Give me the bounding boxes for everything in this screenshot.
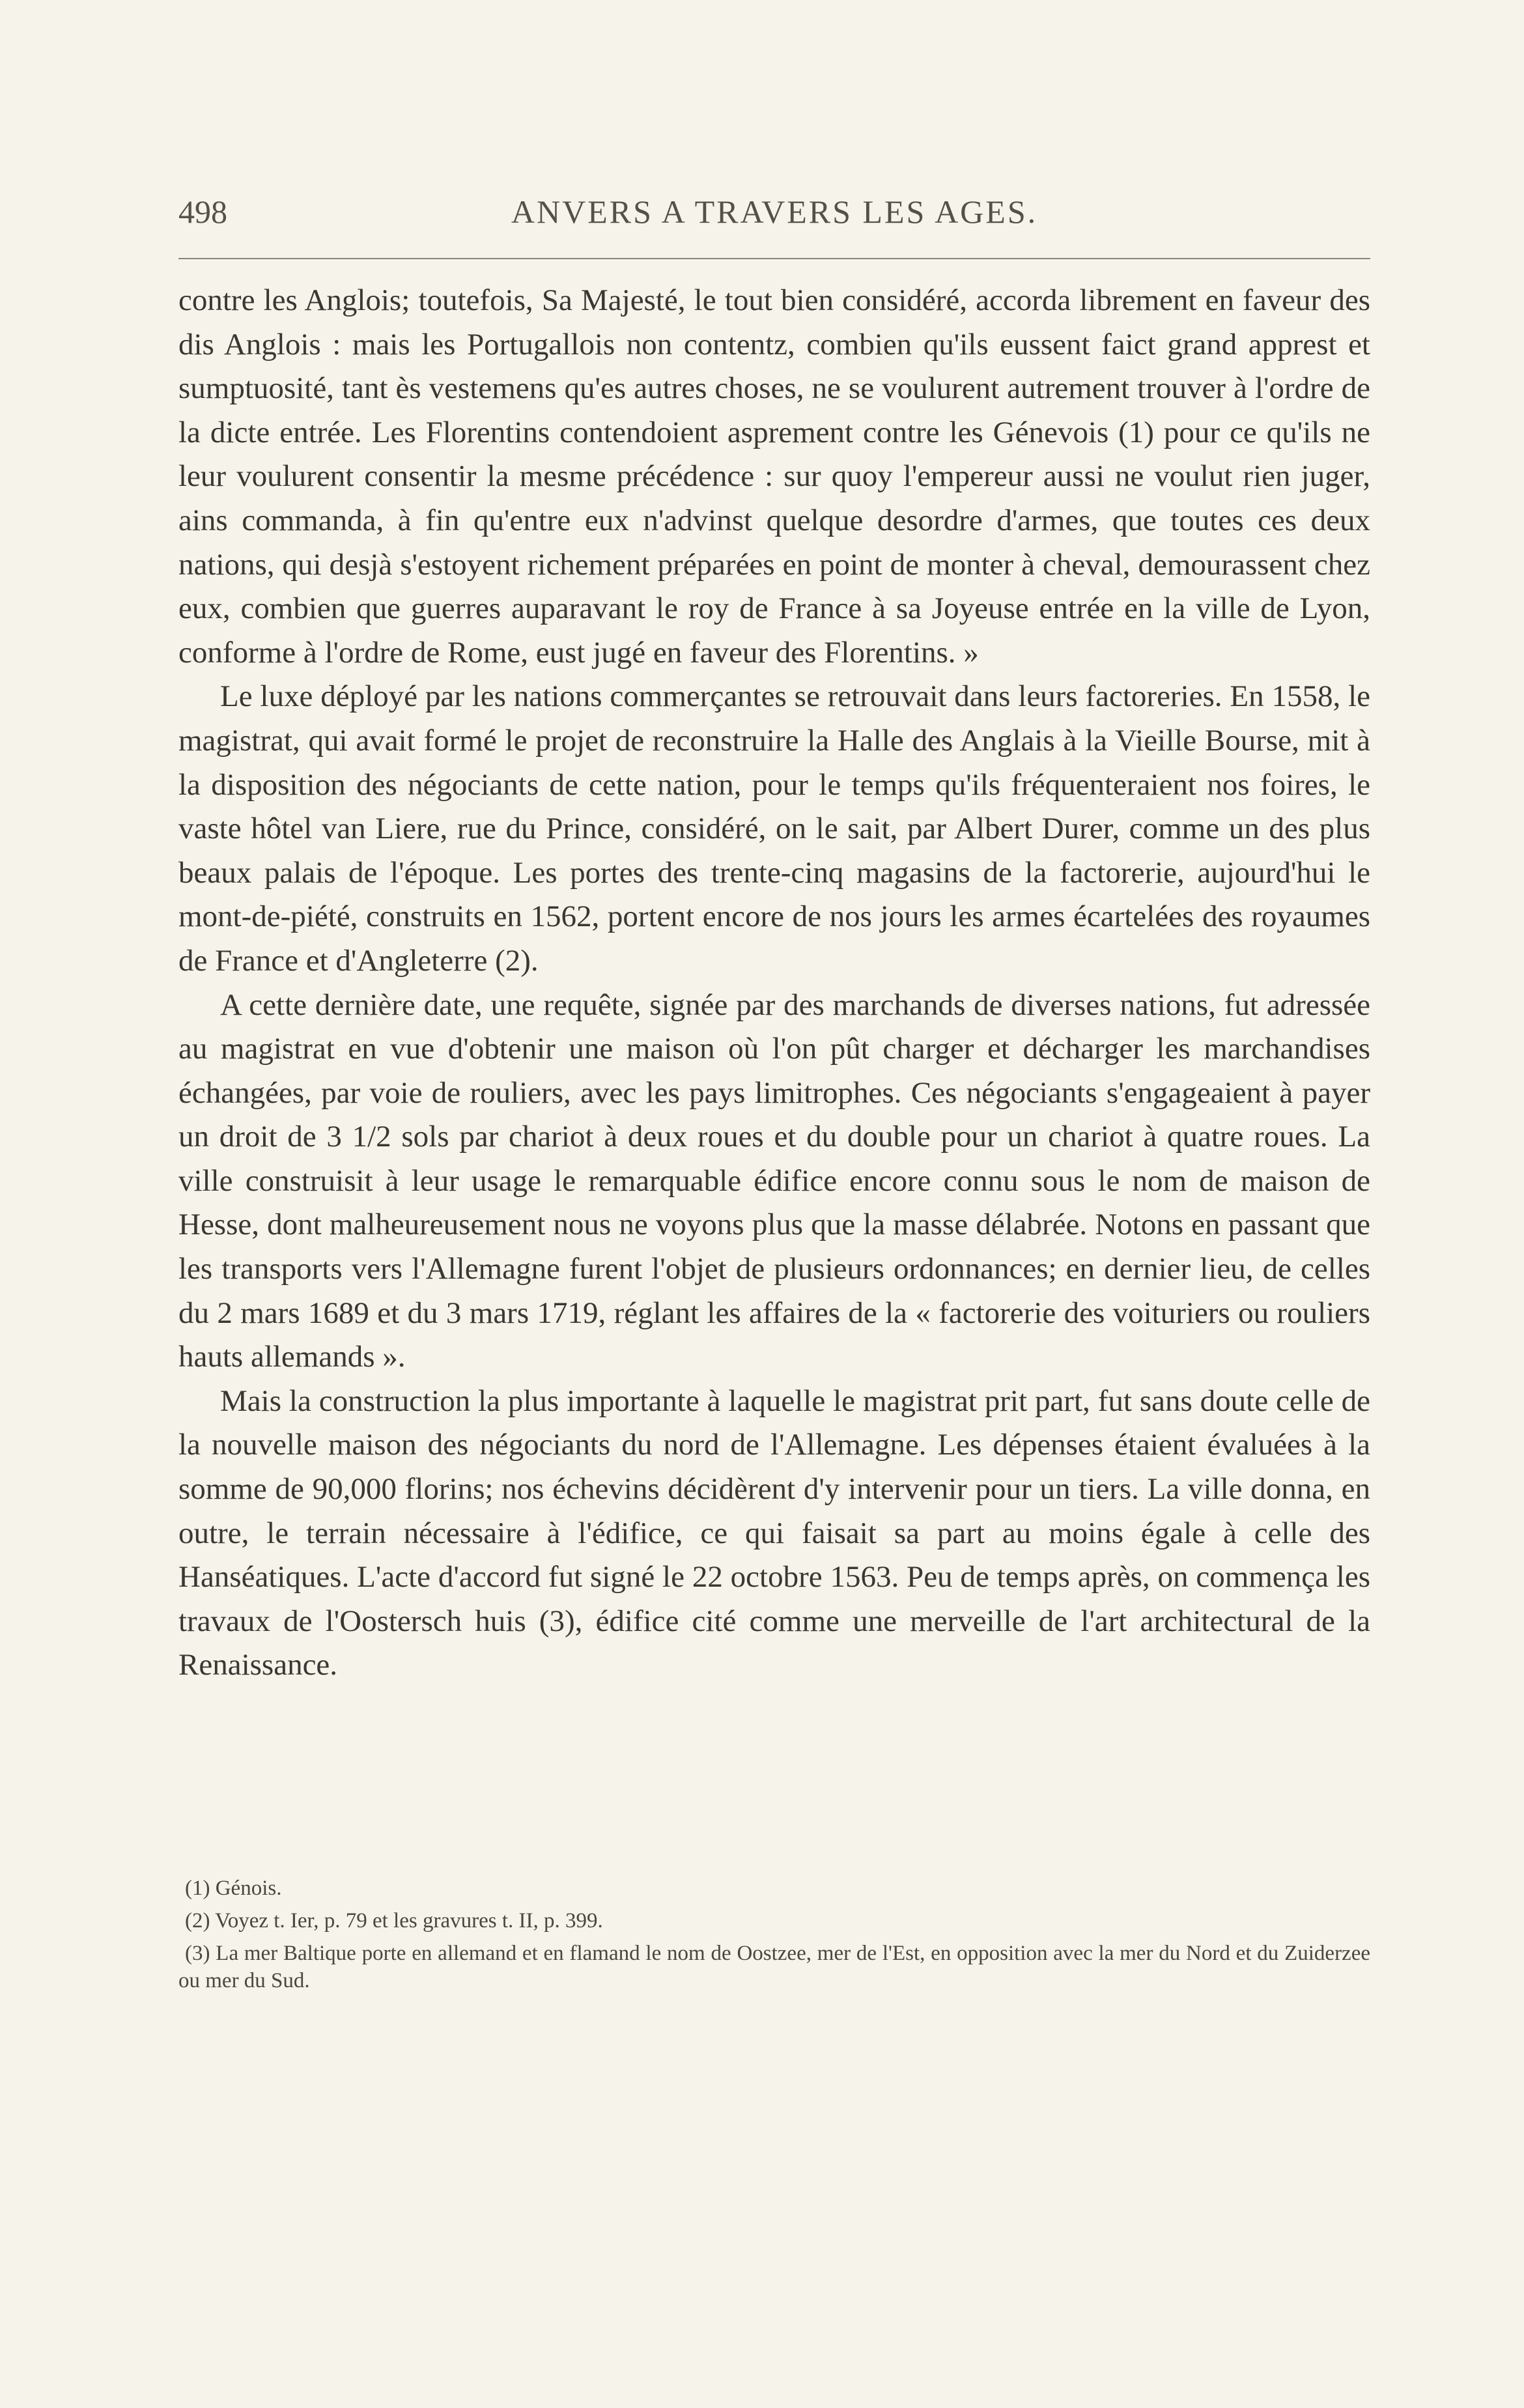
header-rule (178, 258, 1370, 259)
running-title: ANVERS A TRAVERS LES AGES. (511, 193, 1038, 230)
paragraph: Le luxe déployé par les nations commerçantes se retrouvait dans leurs factoreries. En 1558, le magistrat, qui avait formé le projet de reconstruire la Halle des Anglais à la Vieille Bourse, mit à la disposition des négociants de cette nation, pour le temps qu'ils fréquenteraient nos foires, le vaste hôtel van Liere, rue du Prince, considéré, on le sait, par Albert Durer, comme un des plus beaux palais de l'époque. Les portes des trente-cinq magasins de la factorerie, aujourd'hui le mont-de-piété, construits en 1562, portent encore de nos jours les armes écartelées des royaumes de France et d'Angleterre (2). (178, 679, 1370, 978)
footnote: (2) Voyez t. Ier, p. 79 et les gravures t. II, p. 399. (185, 1909, 603, 1933)
footnotes (178, 1875, 1370, 2000)
footnote: (1) Génois. (185, 1877, 282, 1900)
body-text (178, 279, 1370, 1688)
footnote: (3) La mer Baltique porte en allemand et en flamand le nom de Oostzee, mer de l'Est, en opposition avec la mer du Nord et du Zuiderzee ou mer du Sud. (178, 1942, 1370, 1992)
paragraph: A cette dernière date, une requête, signée par des marchands de diverses nations, fut adressée au magistrat en vue d'obtenir une maison où l'on pût charger et décharger les marchandises échangées, par voie de rouliers, avec les pays limitrophes. Ces négociants s'engageaient à payer un droit de 3 1/2 sols par chariot à deux roues et du double pour un chariot à quatre roues. La ville construisit à leur usage le remarquable édifice encore connu sous le nom de maison de Hesse, dont malheureusement nous ne voyons plus que la masse délabrée. Notons en passant que les transports vers l'Allemagne furent l'objet de plusieurs ordonnances; en dernier lieu, de celles du 2 mars 1689 et du 3 mars 1719, réglant les affaires de la « factorerie des voituriers ou rouliers hauts allemands ». (178, 987, 1370, 1374)
running-header (178, 193, 1370, 245)
page-number: 498 (178, 193, 227, 230)
paragraph: contre les Anglois; toutefois, Sa Majesté, le tout bien considéré, accorda librement en faveur des dis Anglois : mais les Portugallois non contentz, combien qu'ils eussent faict grand apprest et sumptuosité, tant ès vestemens qu'es autres choses, ne se voulurent autrement trouver à l'ordre de la dicte entrée. Les Florentins contendoient asprement contre les Génevois (1) pour ce qu'ils ne leur voulurent consentir la mesme précédence : sur quoy l'empereur aussi ne voulut rien juger, ains commanda, à fin qu'entre eux n'advinst quelque desordre d'armes, que toutes ces deux nations, qui desjà s'estoyent richement préparées en point de monter à cheval, demourassent chez eux, combien que guerres auparavant le roy de France à sa Joyeuse entrée en la ville de Lyon, conforme à l'ordre de Rome, eust jugé en faveur des Florentins. » (178, 283, 1370, 670)
paragraph: Mais la construction la plus importante à laquelle le magistrat prit part, fut sans doute celle de la nouvelle maison des négociants du nord de l'Allemagne. Les dépenses étaient évaluées à la somme de 90,000 florins; nos échevins décidèrent d'y intervenir pour un tiers. La ville donna, en outre, le terrain nécessaire à l'édifice, ce qui faisait sa part au moins égale à celle des Hanséatiques. L'acte d'accord fut signé le 22 octobre 1563. Peu de temps après, on commença les travaux de l'Oostersch huis (3), édifice cité comme une merveille de l'art architectural de la Renaissance. (178, 1383, 1370, 1682)
